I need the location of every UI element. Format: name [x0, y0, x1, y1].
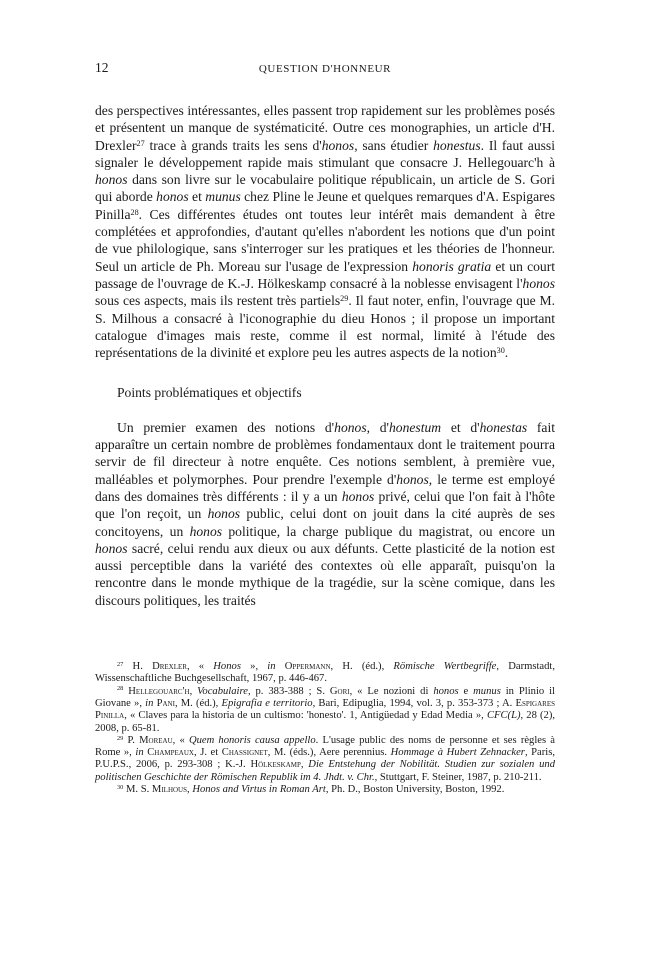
footnote-ref: 29 [340, 294, 349, 304]
text-run: Milhous [151, 783, 188, 795]
text-run: in [135, 747, 144, 759]
text-run: politique, la charge publique du magistrat, ou encore un [222, 523, 555, 539]
text-run: , [187, 783, 193, 795]
text-run: Drexler [152, 661, 187, 673]
text-run: Hellegouarc'h [128, 685, 190, 697]
text-run: , 28 (2), 2008, p. 65-81. [95, 710, 555, 734]
footnote-ref: 30 [117, 783, 124, 791]
footnotes-section [95, 661, 555, 796]
text-run: honestum [389, 419, 442, 435]
text-run: M. S. [123, 783, 152, 795]
text-run: Chassignet [221, 747, 268, 759]
text-run: , J. et [193, 747, 222, 759]
text-run: honoris gratia [412, 258, 492, 274]
text-run: et [188, 189, 206, 205]
text-run: in [267, 661, 276, 673]
footnote-29 [95, 735, 555, 784]
text-run: privé, celui que l'on fait à l'hôte que l'on reçoit, un [95, 488, 556, 522]
text-run: honos [95, 172, 128, 188]
text-run: sous ces aspects, mais ils restent très partiels [95, 293, 341, 309]
text-run: Honos and Virtus in Roman Art [192, 783, 326, 795]
text-run: Die Entstehung der Nobilität. Studien zur sozialen und politischen Geschichte der Römischen Republik im 4. Jhdt. v. Chr. [95, 759, 555, 783]
text-run: et d' [441, 419, 480, 435]
text-run: in [145, 697, 154, 709]
text-run: honos [341, 488, 375, 504]
text-run: , [189, 685, 198, 697]
text-run: , « [172, 734, 189, 746]
text-run: , Bari, Edipuglia, 1994, vol. 3, p. 353-373 ; A. [312, 697, 516, 709]
text-run: dans son livre sur le vocabulaire politique républicain, un article de S. Gori qui aborde [95, 172, 555, 205]
text-run: fait apparaître un certain nombre de problèmes fondamentaux dont le traitement pourra servir de fil directeur à notre enquête. Ces notions semblent, à première vue, malléables et polymorphes. Pour prendre l'exemple d' [95, 419, 556, 487]
text-run [276, 661, 285, 672]
text-run: H. [123, 661, 153, 673]
text-run: . Il faut aussi signaler le développement rapide mais stimulant que consacre J. Hellegouarc'h à [95, 137, 555, 170]
text-run: , Darmstadt, Wissenschaftliche Buchgesellschaft, 1967, p. 446-467. [95, 661, 555, 685]
text-run: honestus [433, 137, 481, 153]
text-run: Un premier examen des notions d' [117, 419, 335, 435]
footnote-ref: 30 [496, 346, 505, 356]
text-run: , Stuttgart, F. Steiner, 1987, p. 210-211. [374, 771, 542, 783]
footnote-ref: 28 [117, 685, 124, 693]
text-run: , Ph. D., Boston University, Boston, 1992. [325, 783, 505, 795]
text-run: . Ces différentes études ont toutes leur intérêt mais demandent à être complétées et approfondies, d'autant qu'elles n'abordent les notions que d'un point de vue philologique, sans s'interroger sur les pratiques et les théories de l'honneur. Seul un article de Ph. Moreau sur l'usage de l'expression [95, 206, 555, 274]
text-run: Moreau [139, 734, 173, 746]
text-run: honestas [479, 419, 528, 435]
text-run: Vocabulaire [197, 685, 248, 697]
text-run: honos [522, 275, 555, 291]
text-run: CFC(L) [486, 710, 521, 722]
text-run: chez Pline le Jeune et quelques remarques d'A. Espigares Pinilla [95, 189, 555, 222]
text-run: et un court passage de l'ouvrage de K.-J. Hölkeskamp consacré à la noblesse envisagent l' [95, 258, 555, 291]
text-run: Hommage à Hubert Zehnacker [390, 747, 525, 759]
text-run: , Paris, P.U.P.S., 2006, p. 293-308 ; K.-J. [95, 747, 555, 771]
text-run: Honos [213, 661, 241, 673]
text-run: . Il faut noter, enfin, l'ouvrage que M. S. Milhous a consacré à l'iconographie du dieu Honos ; il propose un important catalogue d'images mais reste, comme il est normal, limité à l'étude des représentations de la divinité et explore peu les autres aspects de la notion [95, 293, 555, 361]
text-run: , H. (éd.), [330, 661, 394, 673]
text-run: P. [123, 734, 140, 746]
text-run: Espigares Pinilla [95, 697, 556, 722]
page-body [95, 102, 555, 609]
text-run: Pani [156, 697, 175, 709]
text-run: Hölkeskamp [250, 759, 301, 771]
footnote-ref: 27 [136, 138, 145, 148]
text-run: Oppermann [284, 661, 331, 673]
section-heading: Points problématiques et objectifs [117, 385, 302, 401]
text-run: , « Le nozioni di [349, 685, 434, 697]
text-run: honos [321, 137, 355, 153]
footnote-ref: 27 [117, 660, 124, 668]
text-run: public, celui dont on jouit dans la cité auprès de ses concitoyens, un [95, 506, 555, 539]
text-run: , d' [366, 419, 389, 435]
text-run: munus [473, 685, 501, 697]
text-run: , le terme est employé dans des domaines très différents : il y a un [95, 471, 555, 504]
text-run: Quem honoris causa appello [188, 734, 316, 746]
text-run: honos [207, 506, 241, 522]
footnote-28 [95, 686, 555, 735]
text-run: honos [189, 523, 223, 539]
text-run: , sans étudier [354, 137, 434, 153]
text-run: », [240, 661, 268, 673]
text-run: honos [156, 189, 189, 205]
text-run: in Plinio il Giovane », [95, 685, 556, 709]
text-run: Gori [329, 685, 350, 697]
text-run: honos [433, 685, 459, 697]
body-paragraph-1 [95, 102, 555, 361]
text-run: honos [334, 419, 367, 435]
text-run: . L'usage public des noms de personne et ses règles à Rome », [95, 734, 555, 759]
text-run: . [504, 345, 509, 361]
footnote-ref: 28 [130, 207, 139, 217]
page-header [95, 60, 555, 78]
text-run: e [458, 685, 474, 697]
text-run: Champeaux [147, 747, 194, 759]
footnote-27 [95, 661, 555, 686]
text-run: trace à grands traits les sens d' [144, 137, 322, 153]
text-run: honos [396, 471, 429, 487]
text-run: , [300, 759, 309, 771]
text-run: Epigrafia e territorio [221, 697, 313, 709]
page-number: 12 [95, 60, 109, 75]
text-run: munus [205, 189, 241, 205]
body-paragraph-2 [95, 419, 555, 609]
text-run: , M. (éd.), [174, 697, 222, 709]
running-title: QUESTION D'HONNEUR [258, 62, 392, 75]
text-run: honos [95, 540, 128, 556]
text-run: , p. 383-388 ; S. [247, 685, 330, 697]
footnote-30 [95, 784, 555, 796]
text-run: sacré, celui rendu aux dieux ou aux défunts. Cette plasticité de la notion est aussi perceptible dans la variété des contextes où elle apparaît, puisqu'on la rencontre dans le monde mythique de la tragédie, sur la scène comique, dans les discours politiques, les traités [95, 540, 555, 608]
text-run: , « [186, 661, 214, 673]
text-run: , M. (éds.), Aere perennius. [267, 747, 391, 759]
text-run: Römische Wertbegriffe [393, 661, 497, 673]
text-run: des perspectives intéressantes, elles passent trop rapidement sur les problèmes posés et présentent un manque de systématicité. Outre ces monographies, un article d'H. Drexler [95, 103, 555, 153]
footnote-ref: 29 [117, 734, 124, 742]
text-run: , « Claves para la historia de un cultismo: 'honesto'. 1, Antigüedad y Edad Media », [124, 710, 487, 722]
